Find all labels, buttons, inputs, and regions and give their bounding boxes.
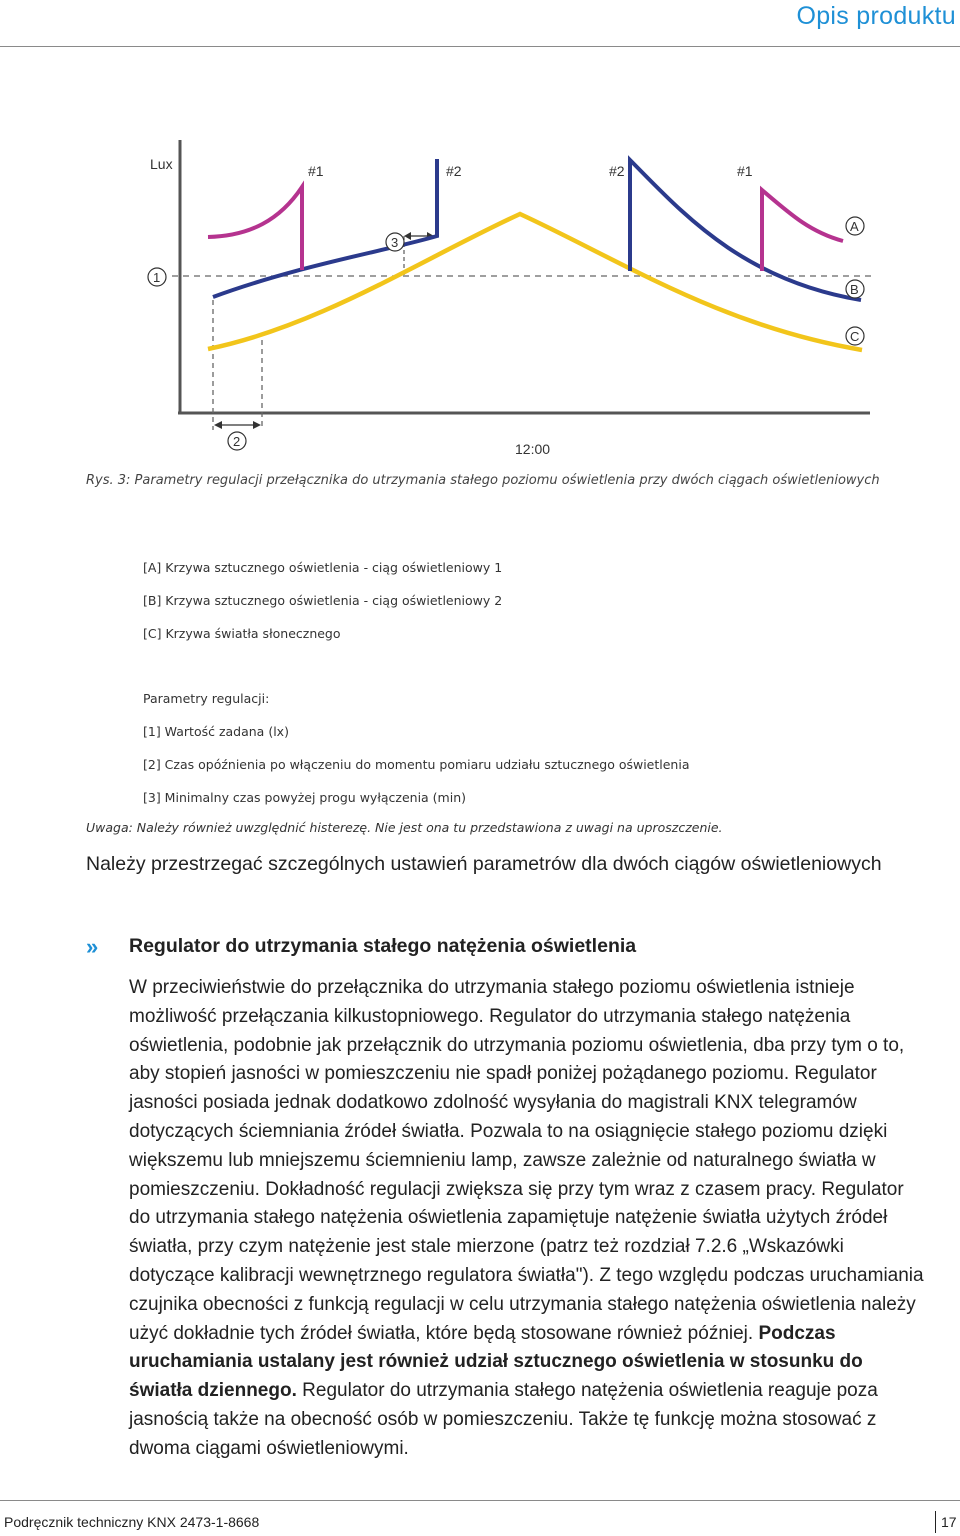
body-paragraph-2: Regulator do utrzymania stałego natężenia oświetlenia reaguje poza jasnością także na obecność osób w pomieszczeniu. Także tę funkcję można stosować z dwoma ciągami oświetleniowymi. [129,1380,878,1459]
curve-a-segment-2 [762,190,843,271]
header-divider [0,46,960,47]
section-title: Regulator do utrzymania stałego natężenia oświetlenia [129,935,637,957]
legend-item-a: [A] Krzywa sztucznego oświetlenia - ciąg oświetleniowy 1 [143,560,503,575]
time-label: 12:00 [515,441,551,457]
body-bold-sentence: Podczas uruchamiania ustalany jest również udział sztucznego oświetlenia w stosunku do światła dziennego. [129,1322,863,1402]
footer-divider [0,1500,960,1501]
switch-label: #1 [737,163,753,179]
legend-item-b: [B] Krzywa sztucznego oświetlenia - ciąg oświetleniowy 2 [143,593,503,608]
section-body [129,974,929,1464]
legend-item-c: [C] Krzywa światła słonecznego [143,626,341,641]
delay-arrow-head-right [253,421,261,429]
lux-diagram [0,140,960,470]
params-heading: Parametry regulacji: [143,691,270,706]
intro-text: Należy przestrzegać szczególnych ustawień parametrów dla dwóch ciągów oświetleniowych [86,853,882,875]
param-item-3: [3] Minimalny czas powyżej progu wyłączenia (min) [143,790,467,805]
note-text: Uwaga: Należy również uwzględnić histerezę. Nie jest ona tu przedstawiona z uwagi na uproszczenie. [86,820,723,835]
param-item-1: [1] Wartość zadana (lx) [143,724,289,739]
switch-label: #1 [308,163,324,179]
marker-c-label: C [850,329,860,344]
footer-manual-title: Podręcznik techniczny KNX 2473-1-8668 [4,1514,260,1530]
body-paragraph-1: W przeciwieństwie do przełącznika do utrzymania stałego poziomu oświetlenia istnieje możliwość przełączania kilkustopniowego. Regulator do utrzymania stałego natężenia oświetlenia, podobnie jak przełącznik do utrzymania poziomu oświetlenia, dba przy tym o to, aby stopień jasności w pomieszczeniu nie spadł poniżej pożądanego poziomu. Regulator jasności posiada jednak dodatkowo zdolność wysyłania do magistrali KNX telegramów dotyczących ściemniania źródeł światła. Pozwala to na osiągnięcie stałego poziomu dzięki większemu lub mniejszemu ściemnieniu lamp, zawsze zależnie od naturalnego światła w pomieszczeniu. Dokładność regulacji zwiększa się przy tym wraz z czasem pracy. Regulator do utrzymania stałego natężenia oświetlenia zapamiętuje natężenie światła użytych źródeł światła, przy czym natężenie jest stale mierzone (patrz też rozdział 7.2.6 „Wskazówki dotyczące kalibracji wewnętrznego regulatora światła"). Z tego względu podczas uruchamiania czujnika obecności z funkcją regulacji w celu utrzymania stałego natężenia oświetlenia należy użyć dokładnie tych źródeł światła, które będą stosowane również później. [129,977,924,1344]
marker-a-label: A [850,219,859,234]
switch-label: #2 [609,163,625,179]
delay-arrow-head-left [214,421,222,429]
marker-1-label: 1 [153,270,161,285]
param-item-2: [2] Czas opóźnienia po włączeniu do momentu pomiaru udziału sztucznego oświetlenia [143,757,690,772]
footer-separator [935,1511,936,1533]
marker-b-label: B [850,282,859,297]
marker-2-label: 2 [233,434,241,449]
page-number: 17 [941,1514,957,1530]
section-bullet-icon: » [86,934,99,959]
min-time-arrow-head-left [404,232,411,240]
switch-label: #2 [446,163,462,179]
page-header-title: Opis produktu [796,2,956,30]
figure-caption: Rys. 3: Parametry regulacji przełącznika do utrzymania stałego poziomu oświetlenia przy dwóch ciągach oświetleniowych [86,473,880,488]
curve-b-segment-2 [630,160,861,300]
y-axis-label: Lux [150,156,173,172]
marker-3-label: 3 [391,235,399,250]
curve-a-segment-1 [208,187,302,270]
